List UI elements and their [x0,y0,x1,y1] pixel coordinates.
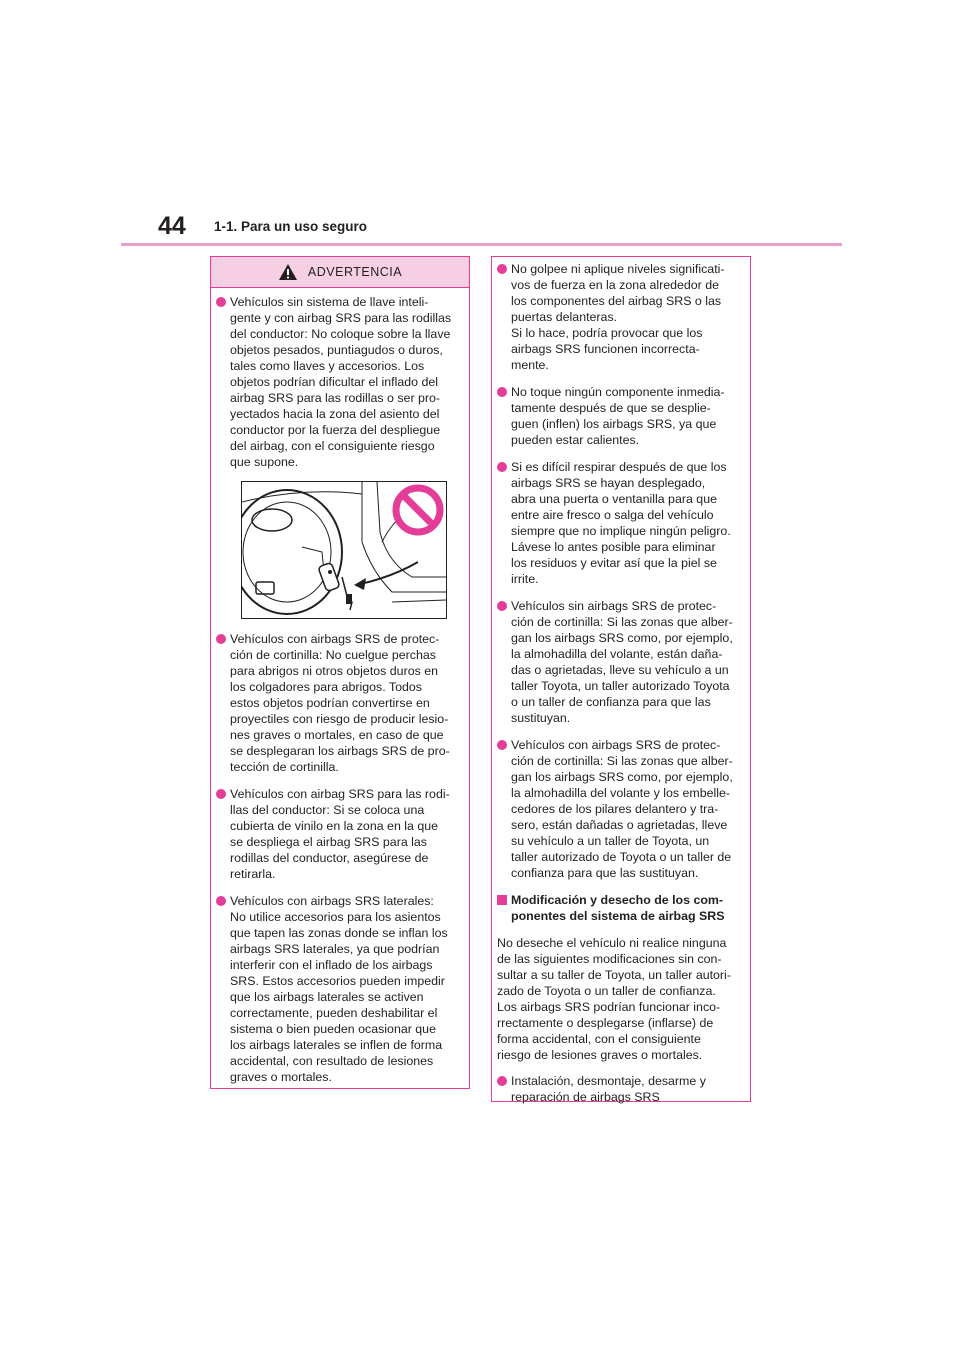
illustration-steering-key [241,481,447,619]
list-item-text: No golpee ni aplique niveles significati- vos de fuerza en la zona alrededor de los componentes del airbag SRS o las puertas delanteras. Si lo hace, podría provocar que los airbags SRS funcionen incorrecta- mente. [511,262,725,372]
warning-header [211,257,469,288]
square-bullet-icon [497,895,507,905]
list-item-text: Vehículos con airbag SRS para las rodi- llas del conductor: Si se coloca una cubierta de vinilo en la zona en la que se despliega el airbag SRS para las rodillas del conductor, asegúrese de retirarla. [230,787,450,881]
list-item [497,737,742,881]
paragraph: No deseche el vehículo ni realice ninguna de las siguientes modificaciones sin con- sultar a su taller de Toyota, un taller autori- zado de Toyota o un taller de confianza. Los airbags SRS podrían funcionar inco- rrectamente o desplegarse (inflarse) de forma accidental, con el consiguiente riesgo de lesiones graves o mortales. [497,936,731,1062]
page-number: 44 [158,212,186,240]
section-title: 1-1. Para un uso seguro [214,219,368,234]
subheading-text: Modificación y desecho de los com- ponentes del sistema de airbag SRS [511,893,725,923]
list-item [497,459,742,587]
list-item [216,631,461,775]
bullet-icon [497,462,507,472]
list-item [497,1073,742,1105]
bullet-icon [497,264,507,274]
list-item-text: Vehículos con airbags SRS de protec- ción de cortinilla: No cuelgue perchas para abrigos ni otros objetos duros en los colgadores para abrigos. Todos estos objetos podrían convertirse en proyectiles con riesgo de producir lesio- nes graves o mortales, en caso de que se desplegaran los airbags SRS de pro- tección de cortinilla. [230,632,450,774]
list-item [216,294,461,470]
subheading [497,892,742,924]
list-item-text: Vehículos con airbags SRS de protec- ción de cortinilla: Si las zonas que alber- gan los airbags SRS como, por ejemplo, la almohadilla del volante y los embelle- cedores de los pilares delantero y tra- sero, están dañadas o agrietadas, lleve su vehículo a un taller de Toyota, un taller autorizado de Toyota o un taller de confianza para que las sustituyan. [511,738,733,880]
bullet-icon [497,601,507,611]
list-item [216,893,461,1085]
bullet-icon [216,789,226,799]
bullet-icon [216,297,226,307]
warning-box-continued [491,256,751,1102]
list-item [497,384,742,448]
list-item-text: Vehículos sin airbags SRS de protec- ción de cortinilla: Si las zonas que alber- gan los airbags SRS como, por ejemplo, la almohadilla del volante, están daña- das o agrietadas, lleve su vehículo a un taller Toyota, un taller autorizado Toyota o un taller de confianza para que las sustituyan. [511,599,733,725]
header-rule [121,243,842,246]
bullet-icon [216,896,226,906]
bullet-icon [497,387,507,397]
list-item [497,261,742,373]
list-item-text: No toque ningún componente inmedia- tamente después de que se desplie- guen (inflen) los airbags SRS, ya que pueden estar calientes. [511,385,725,447]
bullet-icon [497,740,507,750]
list-item-text: Vehículos sin sistema de llave inteli- gente y con airbag SRS para las rodillas del conductor: No coloque sobre la llave objetos pesados, puntiagudos o duros, tales como llaves y accesorios. Los objetos podrían dificultar el inflado del airbag SRS para las rodillas o ser pro- yectados hacia la zona del asiento del conductor por la fuerza del despliegue del airbag, con el consiguiente riesgo que supone. [230,295,452,469]
warning-title: ADVERTENCIA [307,265,403,279]
bullet-icon [497,1076,507,1086]
list-item [497,598,742,726]
warning-triangle-icon [278,263,298,281]
bullet-icon [216,634,226,644]
list-item-text: Instalación, desmontaje, desarme y reparación de airbags SRS [511,1074,706,1104]
list-item-text: Si es difícil respirar después de que los airbags SRS se hayan desplegado, abra una puerta o ventanilla para que entre aire fresco o salga del vehículo siempre que no implique ningún peligro. Lávese lo antes posible para eliminar los residuos y evitar así que la piel se irrite. [511,460,731,586]
warning-box [210,256,470,1089]
list-item-text: Vehículos con airbags SRS laterales: No utilice accesorios para los asientos que tapen las zonas donde se inflan los airbags SRS laterales, ya que podrían interferir con el inflado de los airbags SRS. Estos accesorios pueden impedir que los airbags laterales se activen correctamente, pueden deshabilitar el sistema o bien pueden ocasionar que los airbags laterales se inflen de forma accidental, con resultado de lesiones graves o mortales. [230,894,448,1084]
list-item [216,786,461,882]
